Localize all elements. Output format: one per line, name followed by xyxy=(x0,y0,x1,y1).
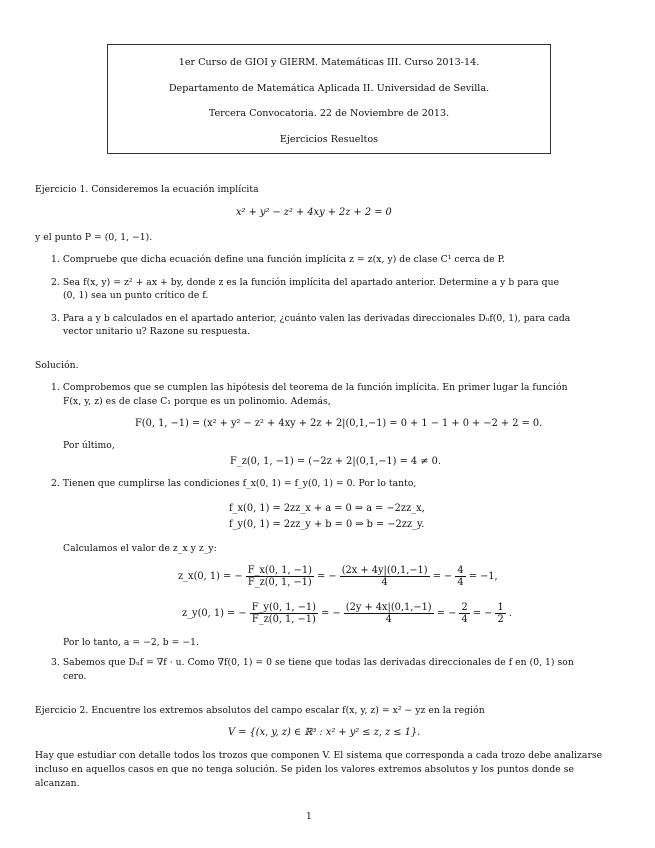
zy-den-2: 4 xyxy=(385,614,392,625)
ex1-item-1: 1. Compruebe que dicha ecuación define una función implícita z = z(x, y) de clase C¹ cerca de P. xyxy=(51,254,505,265)
zx-num-1: F_x(0, 1, −1) xyxy=(247,565,312,576)
zx-fraction-2 xyxy=(340,565,430,588)
page-number: 1 xyxy=(306,811,312,822)
system-eq-2: f_y(0, 1) = 2zz_y + b = 0 ⇒ b = −2zz_y. xyxy=(229,519,425,530)
zy-num-4: 1 xyxy=(497,602,504,613)
zy-derivation xyxy=(182,602,512,625)
ex2-para-line-3: alcanzan. xyxy=(35,778,80,789)
por-ultimo: Por último, xyxy=(63,440,115,451)
zx-den-1: F_z(0, 1, −1) xyxy=(247,577,312,588)
zy-fraction-1 xyxy=(250,602,318,625)
zy-eq-2: = − xyxy=(436,608,457,619)
zy-eq-3: = − xyxy=(472,608,493,619)
exercise-2-text: Encuentre los extremos absolutos del campo escalar f(x, y, z) = x² − yz en la región xyxy=(91,705,485,716)
sol-1-line-a: 1. Comprobemos que se cumplen las hipótesis del teorema de la función implícita. En primer lugar la función xyxy=(51,382,568,393)
zy-den-3: 4 xyxy=(461,614,468,625)
region-definition: V = {(x, y, z) ∈ ℝ³ : x² + y² ≤ z, z ≤ 1}. xyxy=(228,727,421,738)
zx-den-2: 4 xyxy=(381,577,388,588)
ex1-item-3: 3. Para a y b calculados en el apartado anterior, ¿cuánto valen las derivadas direccionales Dᵤf(0, 1), para cada xyxy=(51,313,571,324)
header-box xyxy=(107,44,551,154)
sol-2-line: 2. Tienen que cumplirse las condiciones f_x(0, 1) = f_y(0, 1) = 0. Por lo tanto, xyxy=(51,478,417,489)
ex1-item-2-cont: (0, 1) sea un punto crítico de f. xyxy=(63,290,209,301)
system-eq-1: f_x(0, 1) = 2zz_x + a = 0 ⇒ a = −2zz_x, xyxy=(229,503,425,514)
zy-num-2: (2y + 4x|(0,1,−1) xyxy=(345,602,432,613)
zy-num-3: 2 xyxy=(461,602,468,613)
zy-fraction-4 xyxy=(495,602,505,625)
exercise-2-heading xyxy=(35,705,485,716)
implicit-equation: x² + y² − z² + 4xy + 2z + 2 = 0 xyxy=(236,207,392,218)
eq-F-value: F(0, 1, −1) = (x² + y² − z² + 4xy + 2z + 2|(0,1,−1) = 0 + 1 − 1 + 0 + −2 + 2 = 0. xyxy=(135,418,543,429)
ex1-item-2: 2. Sea f(x, y) = z² + ax + by, donde z es la función implícita del apartado anterior. Determine a y b para que xyxy=(51,277,560,288)
eq-Fz-value: F_z(0, 1, −1) = (−2z + 2|(0,1,−1) = 4 ≠ 0. xyxy=(230,456,441,467)
solution-title: Solución. xyxy=(35,360,79,371)
header-line-1: 1er Curso de GIOI y GIERM. Matemáticas III. Curso 2013-14. xyxy=(178,57,480,68)
zy-eq-1: = − xyxy=(321,608,341,619)
zx-lhs: z_x(0, 1) = − xyxy=(178,571,243,582)
given-point: y el punto P = (0, 1, −1). xyxy=(35,232,153,243)
ex1-item-3-cont: vector unitario u? Razone su respuesta. xyxy=(63,326,251,337)
exercise-1-title: Ejercicio 1. xyxy=(35,184,89,195)
zx-den-3: 4 xyxy=(457,577,464,588)
header-line-2: Departamento de Matemática Aplicada II. Universidad de Sevilla. xyxy=(168,83,490,94)
ex2-para-line-2: incluso en aquellos casos en que no tenga solución. Se piden los valores extremos absolutos y los puntos donde se xyxy=(35,764,574,775)
exercise-1-intro: Consideremos la ecuación implícita xyxy=(91,184,259,195)
exercise-1-heading xyxy=(35,184,259,195)
zy-lhs: z_y(0, 1) = − xyxy=(182,608,247,619)
sol-3-line-a: 3. Sabemos que Dᵤf = ∇f · u. Como ∇f(0, 1) = 0 se tiene que todas las derivadas direccionales de f en (0, 1) son xyxy=(51,657,574,668)
sol-3-line-b: cero. xyxy=(63,671,87,682)
zy-fraction-3 xyxy=(459,602,469,625)
header-line-3: Tercera Convocatoria. 22 de Noviembre de 2013. xyxy=(208,108,450,119)
zx-eq-1: = − xyxy=(317,571,337,582)
zy-den-1: F_z(0, 1, −1) xyxy=(251,614,316,625)
zx-result: = −1, xyxy=(468,571,498,582)
zx-fraction-1 xyxy=(246,565,314,588)
zx-fraction-3 xyxy=(455,565,465,588)
ex2-para-line-1: Hay que estudiar con detalle todos los trozos que componen V. El sistema que corresponda a cada trozo debe analizarse xyxy=(35,750,603,761)
zy-dot: . xyxy=(508,608,512,619)
zy-num-1: F_y(0, 1, −1) xyxy=(251,602,316,613)
zy-fraction-2 xyxy=(344,602,434,625)
header-line-4: Ejercicios Resueltos xyxy=(279,134,379,145)
zx-derivation xyxy=(178,565,498,588)
calc-zx-zy: Calculamos el valor de z_x y z_y: xyxy=(63,543,217,554)
zx-num-3: 4 xyxy=(457,565,464,576)
conclusion-ab: Por lo tanto, a = −2, b = −1. xyxy=(63,637,199,648)
zx-num-2: (2x + 4y|(0,1,−1) xyxy=(341,565,428,576)
sol-1-line-b: F(x, y, z) es de clase C₁ porque es un polinomio. Además, xyxy=(63,396,331,407)
zx-eq-2: = − xyxy=(432,571,453,582)
zy-den-4: 2 xyxy=(497,614,504,625)
exercise-2-title: Ejercicio 2. xyxy=(35,705,89,716)
